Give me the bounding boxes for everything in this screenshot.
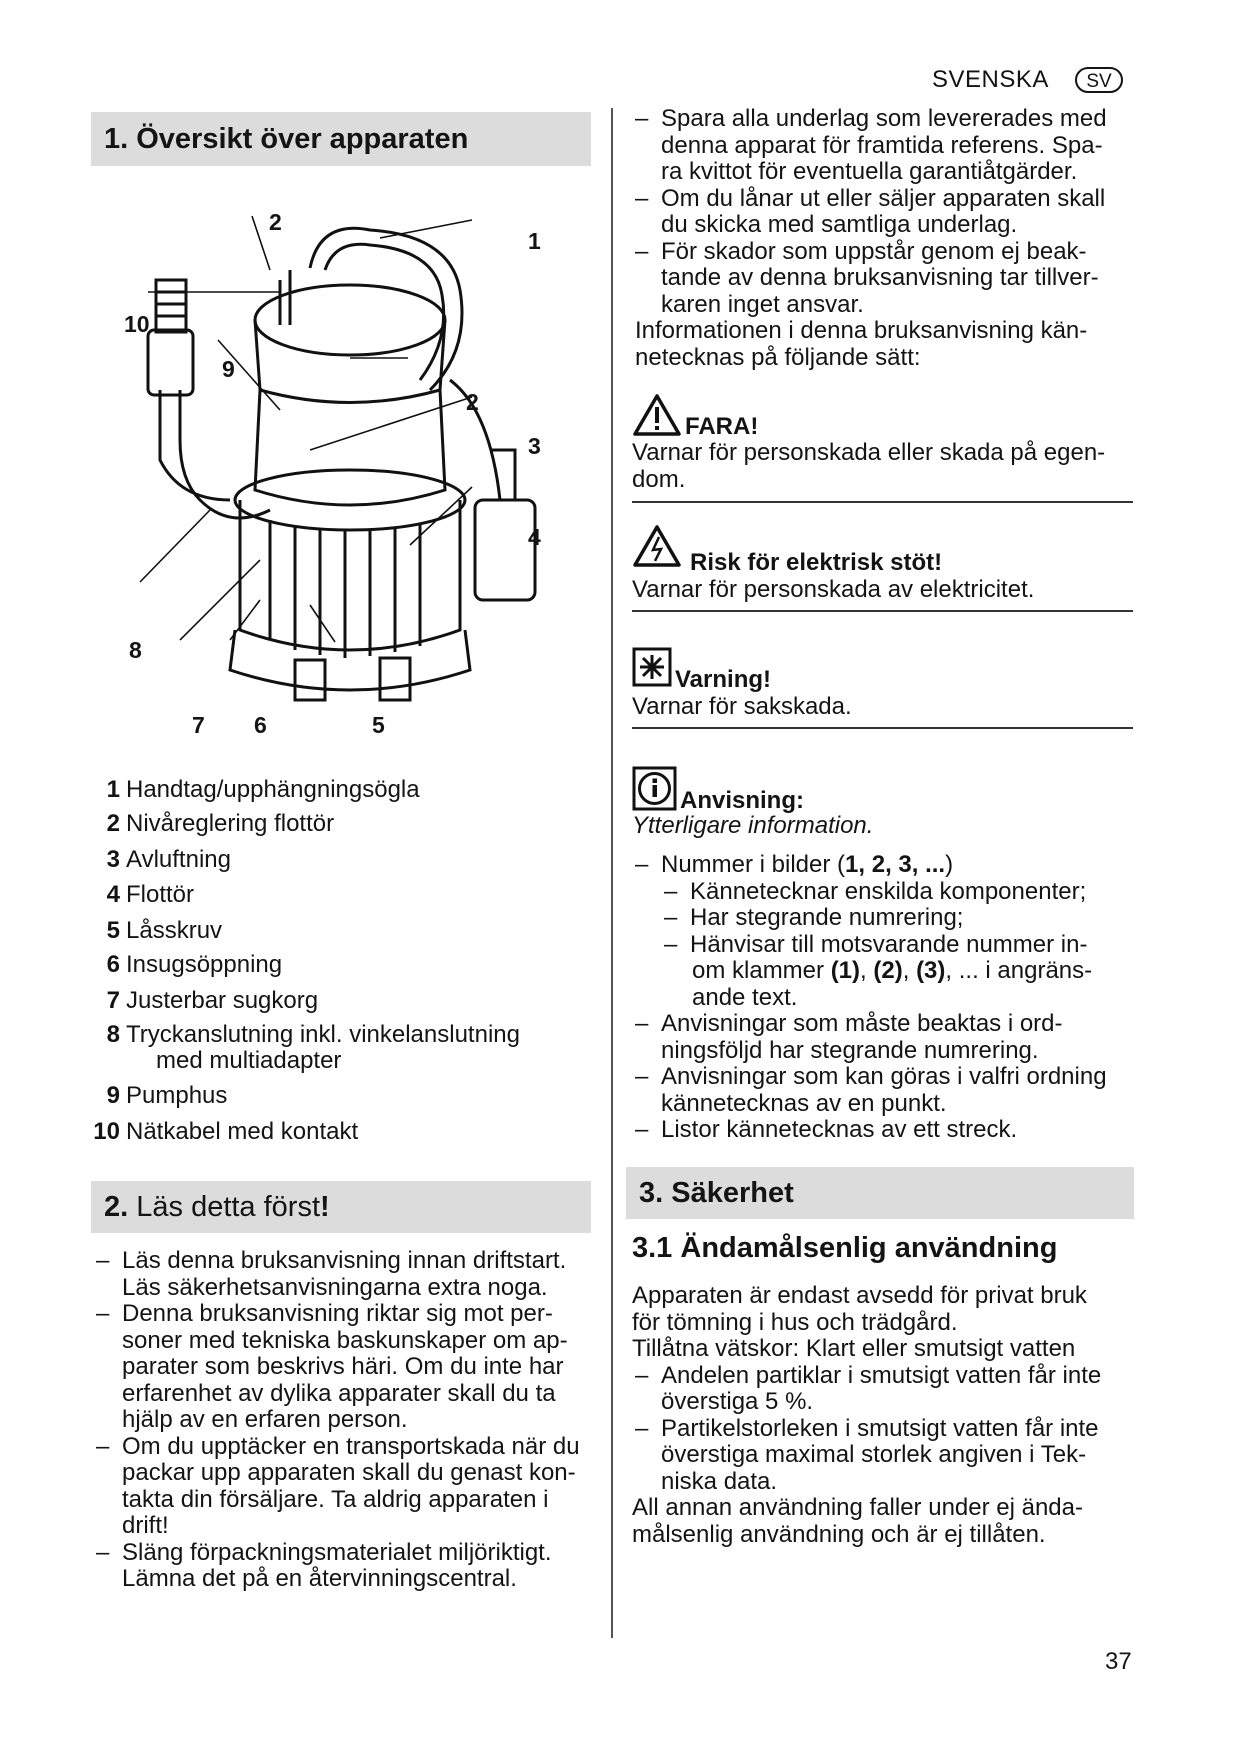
divider-rule (632, 610, 1133, 612)
section2-line: parater som beskrivs häri. Om du inte har (122, 1353, 564, 1380)
section2-line: – Om du upptäcker en transportskada när du (96, 1432, 580, 1460)
section3-line: målsenlig användning och är ej tillåten. (632, 1520, 1046, 1548)
numbering-list (635, 852, 1135, 1144)
section2-line: drift! (122, 1512, 169, 1539)
legend-item: 4 Flottör (106, 881, 195, 908)
section2-line: – Läs denna bruksanvisning innan driftstart. (96, 1247, 567, 1274)
section3-line: för tömning i hus och trädgård. (632, 1308, 958, 1336)
right-intro-list (635, 106, 1135, 371)
danger-title: FARA! (685, 413, 759, 440)
section3-line: niska data. (661, 1467, 778, 1495)
section3-line: överstiga maximal storlek angiven i Tek- (661, 1441, 1087, 1468)
numbering-line: – Anvisningar som kan göras i valfri ordning (635, 1063, 1107, 1090)
caution-text: Varnar för sakskada. (632, 693, 852, 720)
numbering-subline: om klammer (1), (2), (3), ... i angräns- (692, 957, 1093, 984)
intro-paragraph-line: Informationen i denna bruksanvisning kän- (635, 317, 1088, 344)
callout-9: 9 (222, 356, 235, 382)
note-title: Anvisning: (680, 787, 804, 814)
intro-line: – Spara alla underlag som levererades med (635, 105, 1107, 132)
section3-line: Tillåtna vätskor: Klart eller smutsigt vatten (632, 1335, 1076, 1362)
callout-7: 7 (192, 712, 205, 738)
section2-line: Lämna det på en återvinningscentral. (122, 1565, 517, 1592)
section2-line: – Släng förpackningsmaterialet miljöriktigt. (96, 1538, 552, 1566)
section3-title: 3. Säkerhet (639, 1177, 794, 1209)
callout-10: 10 (124, 311, 150, 337)
legend-item: 8 Tryckanslutning inkl. vinkelanslutning (106, 1021, 520, 1048)
callout-6: 6 (254, 712, 267, 738)
numbering-subline: – Hänvisar till motsvarande nummer in- (664, 930, 1088, 958)
note-text: Ytterligare information. (632, 812, 874, 839)
divider-rule (632, 727, 1133, 729)
electric-title: Risk för elektrisk stöt! (690, 549, 943, 576)
intro-line: karen inget ansvar. (661, 290, 864, 318)
section2-line: takta din försäljare. Ta aldrig apparaten i (122, 1485, 549, 1513)
legend-item: 10 Nätkabel med kontakt (93, 1118, 359, 1145)
section2-line: erfarenhet av dylika apparater skall du ta (122, 1379, 556, 1407)
numbering-line: – Listor kännetecknas av ett streck. (635, 1116, 1018, 1143)
danger-warning-icon (632, 393, 682, 437)
intro-line: – För skador som uppstår genom ej beak- (635, 237, 1087, 265)
numbering-subline: – Har stegrande numrering; (664, 904, 964, 931)
electric-text: Varnar för personskada av elektricitet. (632, 576, 1035, 603)
callout-2-right: 2 (466, 389, 479, 415)
legend-item: 7 Justerbar sugkorg (106, 987, 319, 1014)
numbering-line: – Nummer i bilder (1, 2, 3, ...) (635, 851, 954, 878)
section2-body (96, 1248, 596, 1593)
legend-item: 2 Nivåreglering flottör (106, 810, 335, 837)
section3-bullet: – Partikelstorleken i smutsigt vatten får inte (635, 1414, 1099, 1442)
section1-title: 1. Översikt över apparaten (104, 123, 469, 155)
callout-8: 8 (129, 637, 142, 663)
section2-title: Läs detta först (136, 1191, 321, 1223)
numbering-line: – Anvisningar som måste beaktas i ord- (635, 1010, 1063, 1037)
callout-1: 1 (528, 228, 541, 254)
section2-line: soner med tekniska baskunskaper om ap- (122, 1326, 568, 1354)
section3-line: All annan användning faller under ej ända- (632, 1494, 1083, 1521)
section3-subtitle: 3.1 Ändamålsenlig användning (632, 1232, 1058, 1264)
info-icon (632, 766, 677, 811)
column-divider (611, 108, 613, 1638)
section2-line: hjälp av en erfaren person. (122, 1406, 408, 1433)
intro-line: denna apparat för framtida referens. Spa- (661, 131, 1103, 159)
section2-line: – Denna bruksanvisning riktar sig mot per- (96, 1300, 553, 1327)
legend-item: 9 Pumphus (106, 1082, 228, 1109)
legend-item: med multiadapter (156, 1047, 342, 1074)
caution-title: Varning! (675, 666, 772, 693)
callout-5: 5 (372, 712, 385, 738)
callout-3: 3 (528, 433, 541, 459)
section2-number: 2. (104, 1191, 129, 1223)
intro-line: du skicka med samtliga underlag. (661, 211, 1018, 238)
callout-2-top: 2 (269, 209, 282, 235)
page-number: 37 (1105, 1648, 1132, 1675)
divider-rule (632, 501, 1133, 503)
legend-item: 3 Avluftning (106, 846, 231, 873)
property-damage-icon (632, 647, 672, 687)
intro-paragraph-line: netecknas på följande sätt: (635, 343, 921, 371)
language-label: SVENSKA (932, 66, 1049, 93)
callout-4: 4 (528, 524, 541, 550)
section3-line: Apparaten är endast avsedd för privat bruk (632, 1282, 1087, 1309)
section3-body (632, 1283, 1137, 1548)
section1-heading (91, 112, 591, 166)
section2-mark: ! (320, 1191, 330, 1223)
numbering-line: kännetecknas av en punkt. (661, 1089, 947, 1117)
numbering-subline: – Kännetecknar enskilda komponenter; (664, 877, 1087, 905)
section3-bullet: – Andelen partiklar i smutsigt vatten får inte (635, 1361, 1102, 1389)
numbering-subline: ande text. (692, 983, 798, 1011)
legend-item: 5 Låsskruv (106, 917, 223, 944)
danger-text: Varnar för personskada eller skada på egen- dom. (632, 439, 1106, 493)
section2-heading (91, 1181, 591, 1233)
intro-line: ra kvittot för eventuella garantiåtgärder. (661, 158, 1078, 185)
legend-item: 1 Handtag/upphängningsögla (106, 776, 420, 803)
intro-line: – Om du lånar ut eller säljer apparaten skall (635, 184, 1106, 212)
section3-heading (626, 1167, 1134, 1219)
legend-item: 6 Insugsöppning (106, 951, 283, 978)
section3-line: överstiga 5 %. (661, 1388, 814, 1415)
section2-line: Läs säkerhetsanvisningarna extra noga. (122, 1273, 548, 1301)
intro-line: tande av denna bruksanvisning tar tillver- (661, 264, 1099, 291)
electric-shock-icon (632, 524, 682, 568)
language-code-badge: SV (1075, 67, 1123, 93)
pump-illustration (120, 200, 580, 740)
numbering-line: ningsföljd har stegrande numrering. (661, 1036, 1039, 1064)
section2-line: packar upp apparaten skall du genast kon- (122, 1459, 576, 1486)
